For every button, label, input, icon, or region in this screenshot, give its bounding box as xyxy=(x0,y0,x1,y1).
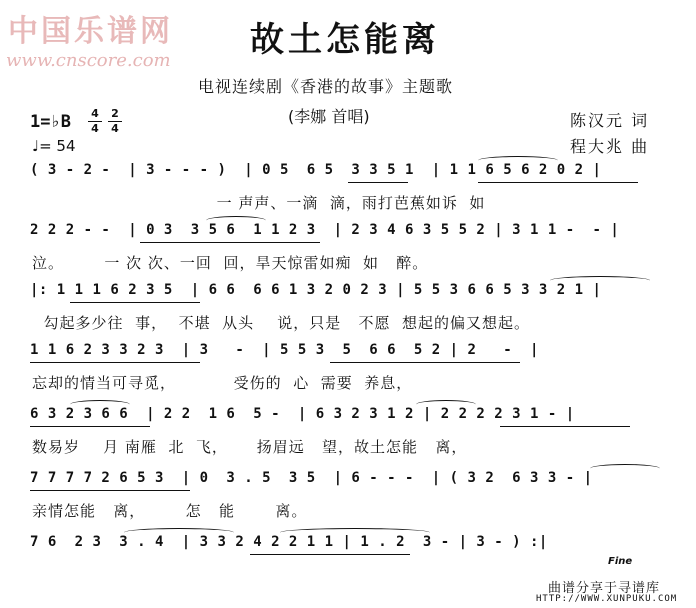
note-underline xyxy=(70,302,200,303)
lyrics-line-5: 数易岁 月 南雁 北 飞， 扬眉远 望，故土怎能 离， xyxy=(32,438,468,456)
note-underline xyxy=(30,490,190,491)
notes-line-1: ( 3 - 2 - | 3 - - - ) | 0 5 6 5 3 3 5 1 | 1 1 6 5 6 2 0 2 | xyxy=(30,162,602,178)
notes-line-4: 1 1 6 2 3 3 2 3 | 3 - | 5 5 3 5 6 6 5 2 | 2 - | xyxy=(30,342,539,358)
slur xyxy=(124,528,234,537)
note-underline xyxy=(30,426,150,427)
note-underline xyxy=(478,182,638,183)
note-underline xyxy=(330,362,520,363)
time-bottom-1: 4 xyxy=(91,122,99,135)
lyrics-line-1: 一 声声、一滴 滴，雨打芭蕉如诉 如 xyxy=(32,194,486,212)
notes-line-5: 6 3 2 3 6 6 | 2 2 1 6 5 - | 6 3 2 3 1 2 | 2 2 2 2 3 1 - | xyxy=(30,406,575,422)
time-signature-4-4 xyxy=(88,108,102,135)
slur xyxy=(70,400,130,409)
key-signature: 1=♭B xyxy=(30,112,71,132)
time-top-2: 2 xyxy=(111,107,119,120)
song-title: 故土怎能离 xyxy=(250,20,440,60)
note-underline xyxy=(348,182,408,183)
fine-marking: Fine xyxy=(608,556,633,567)
watermark-site-name: 中国乐谱网 xyxy=(8,14,173,49)
notes-line-7: 7 6 2 3 3 . 4 | 3 3 2 4 2 2 1 1 | 1 . 2 3 - | 3 - ) :| xyxy=(30,534,548,550)
note-underline xyxy=(140,242,320,243)
slur xyxy=(206,216,266,225)
note-underline xyxy=(500,426,630,427)
lyrics-line-3: 勾起多少往 事， 不堪 从头 说，只是 不愿 想起的偏又想起。 xyxy=(32,314,531,332)
notes-line-3: |: 1 1 1 6 2 3 5 | 6 6 6 6 1 3 2 0 2 3 | 5 5 3 6 6 5 3 3 2 1 | xyxy=(30,282,602,298)
slur xyxy=(280,528,430,537)
time-bottom-2: 4 xyxy=(111,122,119,135)
note-underline xyxy=(30,362,200,363)
slur xyxy=(590,464,660,473)
lyrics-line-2: 泣。 一 次 次、一回 回，旱天惊雷如痴 如 醉。 xyxy=(32,254,429,272)
notes-line-2: 2 2 2 - - | 0 3 3 5 6 1 1 2 3 | 2 3 4 6 3 5 5 2 | 3 1 1 - - | xyxy=(30,222,620,238)
footer-url[interactable]: HTTP://WWW.XUNPUKU.COM xyxy=(536,594,678,604)
lyrics-line-6: 亲情怎能 离， 怎 能 离。 xyxy=(32,502,308,520)
singer-credit: (李娜 首唱) xyxy=(288,107,370,126)
composer-credit: 程大兆 曲 xyxy=(570,137,650,156)
song-subtitle: 电视连续剧《香港的故事》主题歌 xyxy=(198,77,454,96)
slur xyxy=(416,400,476,409)
time-top-1: 4 xyxy=(91,107,99,120)
time-signature-2-4 xyxy=(108,108,122,135)
watermark-site-url: www.cnscore.com xyxy=(6,50,171,71)
slur xyxy=(478,156,558,165)
note-underline xyxy=(250,554,410,555)
lyrics-line-4: 忘却的情当可寻觅， 受伤的 心 需要 养息， xyxy=(32,374,413,392)
footer-share-text: 曲谱分享于寻谱库 xyxy=(548,581,661,596)
slur xyxy=(550,276,650,285)
lyricist-credit: 陈汉元 词 xyxy=(570,111,650,130)
notes-line-6: 7 7 7 7 2 6 5 3 | 0 3 . 5 3 5 | 6 - - - | ( 3 2 6 3 3 - | xyxy=(30,470,593,486)
tempo-marking: ♩= 54 xyxy=(32,137,76,155)
